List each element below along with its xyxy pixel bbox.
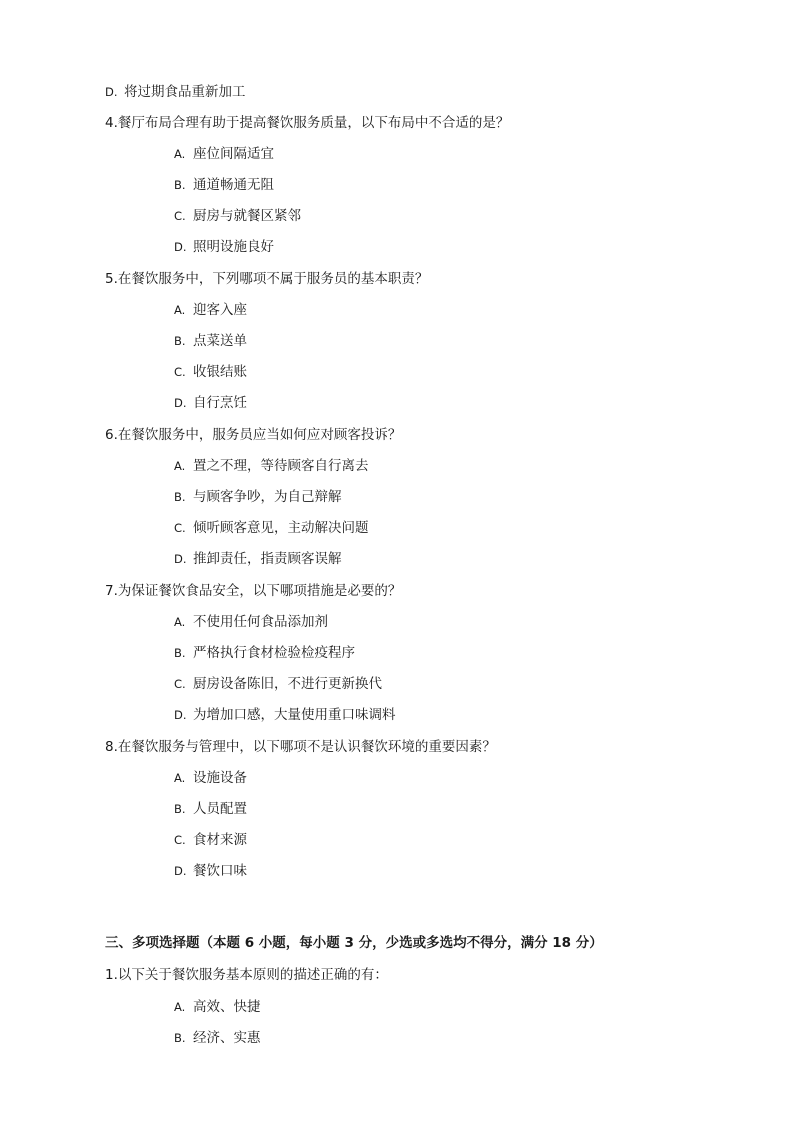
option-text: 厨房与就餐区紧邻 [193,208,301,224]
option-text: 座位间隔适宜 [193,146,274,162]
option-letter: A. [174,459,186,473]
option-letter: D. [174,552,187,566]
option-a [174,301,247,319]
option-a [174,998,261,1016]
question-stem-1: 1.以下关于餐饮服务基本原则的描述正确的有： [105,967,388,983]
option-a [174,769,247,787]
option-d [174,862,247,880]
option-text: 严格执行食材检验检疫程序 [193,645,355,661]
option-text: 倾听顾客意见，主动解决问题 [193,520,369,536]
section-heading: 三、多项选择题（本题 6 小题，每小题 3 分，少选或多选均不得分，满分 18 分） [105,935,603,951]
option-text: 人员配置 [193,801,247,817]
option-text: 收银结账 [193,364,247,380]
question-stem-4: 4.餐厅布局合理有助于提高餐饮服务质量，以下布局中不合适的是？ [105,115,510,131]
option-text: 通道畅通无阻 [193,177,274,193]
option-a [174,145,274,163]
option-text: 将过期食品重新加工 [124,84,246,100]
option-text: 设施设备 [193,770,247,786]
option-text: 高效、快捷 [193,999,261,1015]
option-text: 自行烹饪 [193,395,247,411]
option-b [174,332,247,350]
option-letter: D. [105,85,118,99]
question-stem-8: 8.在餐饮服务与管理中，以下哪项不是认识餐饮环境的重要因素？ [105,739,496,755]
option-text: 照明设施良好 [193,239,274,255]
option-letter: A. [174,1000,186,1014]
option-letter: C. [174,677,186,691]
option-letter: D. [174,240,187,254]
option-text: 置之不理，等待顾客自行离去 [193,458,369,474]
option-text: 厨房设备陈旧，不进行更新换代 [193,676,382,692]
option-d [174,238,274,256]
option-letter: D. [174,864,187,878]
option-c [174,831,247,849]
option-d [174,550,342,568]
option-b [174,488,342,506]
option-text: 餐饮口味 [193,863,247,879]
option-c [174,675,382,693]
option-text: 为增加口感，大量使用重口味调料 [193,707,396,723]
option-text: 经济、实惠 [193,1030,261,1046]
option-letter: B. [174,490,186,504]
option-text: 点菜送单 [193,333,247,349]
option-text: 推卸责任，指责顾客误解 [193,551,342,567]
option-d [105,83,246,101]
option-a [174,457,369,475]
option-letter: C. [174,521,186,535]
option-c [174,207,301,225]
option-letter: C. [174,833,186,847]
option-d [174,706,396,724]
option-letter: A. [174,303,186,317]
option-c [174,519,369,537]
option-letter: B. [174,1031,186,1045]
option-letter: C. [174,209,186,223]
option-d [174,394,247,412]
option-b [174,644,355,662]
question-stem-6: 6.在餐饮服务中，服务员应当如何应对顾客投诉？ [105,427,402,443]
option-letter: B. [174,646,186,660]
option-letter: A. [174,615,186,629]
option-letter: C. [174,365,186,379]
option-letter: A. [174,147,186,161]
option-text: 不使用任何食品添加剂 [193,614,328,630]
option-letter: D. [174,708,187,722]
option-letter: B. [174,334,186,348]
option-c [174,363,247,381]
option-letter: B. [174,802,186,816]
option-a [174,613,328,631]
question-stem-7: 7.为保证餐饮食品安全，以下哪项措施是必要的？ [105,583,402,599]
option-text: 迎客入座 [193,302,247,318]
option-text: 与顾客争吵，为自己辩解 [193,489,342,505]
option-letter: B. [174,178,186,192]
option-b [174,176,274,194]
question-stem-5: 5.在餐饮服务中，下列哪项不属于服务员的基本职责？ [105,271,429,287]
option-letter: D. [174,396,187,410]
option-b [174,800,247,818]
option-letter: A. [174,771,186,785]
option-text: 食材来源 [193,832,247,848]
option-b [174,1029,261,1047]
